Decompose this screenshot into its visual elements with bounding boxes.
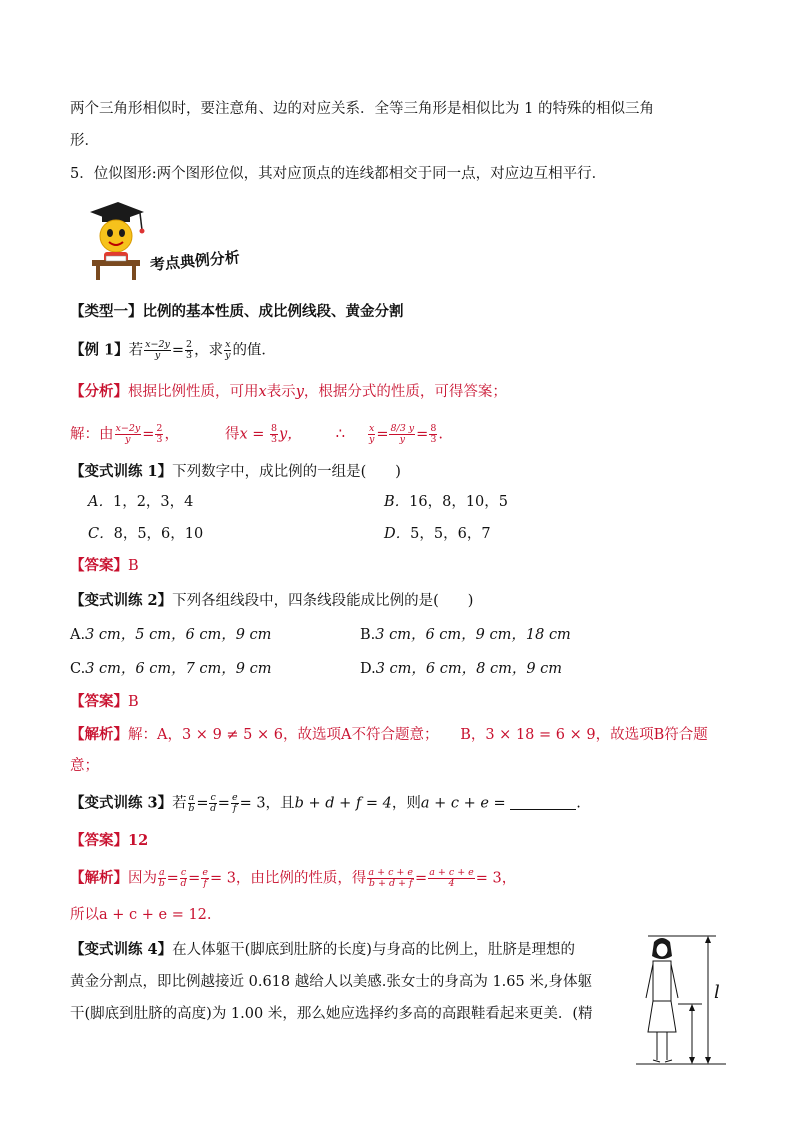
option-key: C.	[70, 661, 86, 677]
expr: y，	[279, 426, 302, 443]
drill-2-answer	[70, 692, 139, 712]
drill-2-option-b	[360, 625, 571, 645]
denominator: y	[125, 434, 131, 445]
text: 若	[172, 795, 187, 812]
drill-4-line-2: 黄金分割点，即比例越接近 0.618 越给人以美感.张女士的身高为 1.65 米,身体躯	[70, 974, 592, 990]
numerator: 8/3 y	[390, 423, 415, 434]
numerator: 2	[186, 339, 193, 350]
option-key: D．	[384, 526, 411, 542]
denominator: d	[180, 878, 187, 889]
fraction	[389, 424, 415, 445]
denominator: f	[203, 878, 207, 889]
option-value: 8，5，6，10	[113, 526, 204, 542]
numerator: e	[231, 792, 238, 803]
text: 因为	[128, 870, 157, 887]
denominator: 4	[448, 878, 455, 889]
option-value: 5，5，6，7	[410, 526, 491, 542]
text: = 3，且	[239, 795, 295, 812]
analysis-1	[70, 382, 507, 402]
intro-line-1: 两个三角形相似时，要注意角、边的对应关系．全等三角形是相似比为 1 的特殊的相似三角	[70, 101, 654, 117]
drill-label: 【变式训练 2】	[70, 592, 173, 609]
option-key: C．	[88, 526, 114, 542]
drill-label: 【变式训练 4】	[70, 941, 173, 958]
numerator: c	[180, 867, 187, 878]
answer-value: B	[128, 694, 139, 710]
numerator: 2	[156, 423, 163, 434]
analysis-label: 【分析】	[70, 383, 128, 400]
fraction	[367, 868, 414, 889]
drill-1-option-d	[384, 524, 491, 544]
denominator: b + d + f	[368, 878, 413, 889]
numerator: x	[368, 423, 375, 434]
text: 得	[224, 426, 240, 443]
text: 根据比例性质，可用	[128, 384, 259, 400]
text: 下列各组线段中，四条线段能成比例的是( )	[172, 593, 474, 609]
fraction	[115, 424, 142, 445]
drill-2-option-d	[360, 659, 562, 679]
solution-1	[70, 424, 443, 445]
drill-2-option-a	[70, 625, 271, 645]
denominator: y	[225, 350, 231, 361]
numerator: a	[159, 867, 165, 878]
fraction	[231, 793, 239, 814]
numerator: e	[202, 867, 208, 878]
explanation-label: 【解析】	[70, 726, 128, 743]
drill-label: 【变式训练 1】	[70, 463, 173, 480]
woman-height-figure	[636, 928, 726, 1068]
option-value: 3 cm，6 cm，8 cm，9 cm	[375, 661, 563, 677]
text: ，则	[391, 795, 421, 812]
drill-1-answer	[70, 556, 139, 576]
fraction	[185, 340, 193, 361]
expr: x =	[239, 426, 269, 443]
denominator: f	[233, 803, 237, 814]
fraction	[155, 424, 163, 445]
answer-label: 【答案】	[70, 832, 128, 849]
drill-3-question: 【变式训练 3】若 $\frac{a}{b}$ = $\frac{c}{d}$ = $\frac{e}{f}$ = 3，且b + d + f = 4，则a + c + e = .	[70, 792, 581, 814]
text: 表示	[266, 384, 296, 400]
fraction	[224, 340, 231, 361]
var: x	[258, 384, 267, 400]
equals: =	[171, 342, 185, 359]
fraction	[429, 424, 437, 445]
text: 解：A，3 × 9 ≠ 5 × 6，故选项A不符合题意； B，3 × 18 = 6 × 9，故选项B符合题	[128, 727, 708, 743]
drill-2-option-c	[70, 659, 272, 679]
example-1-label: 【例 1】	[70, 341, 129, 359]
intro-line-2: 形．	[70, 133, 99, 149]
text: ，求	[194, 342, 224, 359]
equals: =	[376, 426, 389, 443]
numerator: a + c + e	[429, 867, 474, 878]
option-key: D.	[360, 661, 376, 677]
answer-label: 【答案】	[70, 693, 128, 710]
fraction	[201, 868, 209, 889]
drill-1-option-b	[384, 492, 508, 512]
fraction	[180, 868, 187, 889]
equals: =	[142, 426, 155, 443]
text: ，根据分式的性质，可得答案；	[303, 384, 507, 400]
type1-heading: 【类型一】比例的基本性质、成比例线段、黄金分割	[70, 303, 404, 320]
text: 在人体躯干(脚底到肚脐的长度)与身高的比例上，肚脐是理想的	[172, 942, 575, 958]
fraction	[188, 793, 196, 814]
fraction	[158, 868, 166, 889]
drill-1-option-c	[88, 524, 203, 544]
fraction	[368, 424, 375, 445]
example-1	[70, 340, 276, 361]
option-value: 3 cm，5 cm，6 cm，9 cm	[85, 627, 272, 643]
denominator: 3	[156, 434, 163, 445]
text: 若	[128, 342, 144, 359]
section-title: 考点典例分析	[149, 248, 241, 274]
fraction	[428, 868, 475, 889]
scholar-cartoon-icon	[84, 200, 146, 282]
denominator: b	[188, 803, 195, 814]
text: .	[438, 426, 443, 443]
option-key: B.	[360, 627, 376, 643]
option-value: 16，8，10，5	[409, 494, 509, 510]
denominator: 3	[430, 434, 437, 445]
drill-4-line-3: 干(脚底到肚脐的高度)为 1.00 米，那么她应选择约多高的高跟鞋看起来更美．(精	[70, 1006, 593, 1022]
drill-3-final: 所以a + c + e = 12.	[70, 907, 212, 923]
therefore-symbol: ∴	[335, 426, 345, 443]
drill-2-question	[70, 591, 473, 611]
denominator: y	[399, 434, 406, 445]
option-value: 1，2，3，4	[112, 494, 194, 510]
numerator: 8	[270, 423, 278, 434]
drill-3-explanation: 【解析】因为 $\frac{a}{b}$ = $\frac{c}{d}$ = $\frac{e}{f}$ = 3，由比例的性质，得 $\frac{a + c + e}{b + d + f}$ = $\frac{a + c + e}{4}$ = 3，	[70, 867, 517, 889]
denominator: y	[154, 350, 161, 361]
option-key: B．	[384, 494, 410, 510]
equals: =	[416, 426, 429, 443]
answer-value: 12	[128, 832, 149, 849]
answer-value: B	[128, 558, 139, 574]
text: 解：由	[70, 426, 114, 443]
option-key: A.	[70, 627, 86, 643]
drill-2-explanation-2: 意；	[70, 758, 99, 774]
expr: a + c + e =	[420, 795, 506, 812]
length-label: l	[714, 982, 720, 1003]
numerator: c	[210, 792, 216, 803]
fraction	[144, 340, 171, 361]
fraction	[270, 424, 278, 445]
drill-label: 【变式训练 3】	[70, 794, 173, 812]
explanation-label: 【解析】	[70, 869, 128, 887]
answer-blank	[510, 795, 576, 810]
fraction	[209, 793, 216, 814]
denominator: y	[368, 434, 375, 445]
drill-1-option-a	[88, 492, 193, 512]
denominator: 3	[270, 434, 278, 445]
text: = 3，	[475, 870, 517, 887]
text: .	[576, 795, 581, 812]
numerator: a + c + e	[368, 867, 414, 878]
item-5: 5．位似图形:两个图形位似，其对应顶点的连线都相交于同一点，对应边互相平行．	[70, 166, 607, 182]
numerator: a	[188, 792, 195, 803]
numerator: 8	[430, 423, 437, 434]
drill-4-line-1	[70, 940, 575, 960]
denominator: b	[158, 878, 165, 889]
option-key: A．	[88, 494, 113, 510]
denominator: 3	[186, 350, 193, 361]
option-value: 3 cm，6 cm，9 cm，18 cm	[375, 627, 571, 643]
text: = 3，由比例的性质，得	[209, 870, 367, 887]
expr: b + d + f = 4	[294, 795, 392, 812]
equals: =	[415, 870, 428, 887]
var: y	[295, 384, 304, 400]
text: 下列数字中，成比例的一组是( )	[172, 464, 401, 480]
numerator: x−2y	[145, 339, 170, 350]
denominator: d	[210, 803, 217, 814]
numerator: x	[225, 339, 231, 350]
drill-3-answer	[70, 831, 148, 851]
numerator: x−2y	[115, 423, 141, 434]
text: 的值．	[232, 342, 276, 359]
drill-2-explanation-1	[70, 725, 708, 745]
drill-1-question	[70, 462, 401, 482]
option-value: 3 cm，6 cm，7 cm，9 cm	[85, 661, 272, 677]
text: ，	[164, 426, 179, 443]
answer-label: 【答案】	[70, 557, 128, 574]
